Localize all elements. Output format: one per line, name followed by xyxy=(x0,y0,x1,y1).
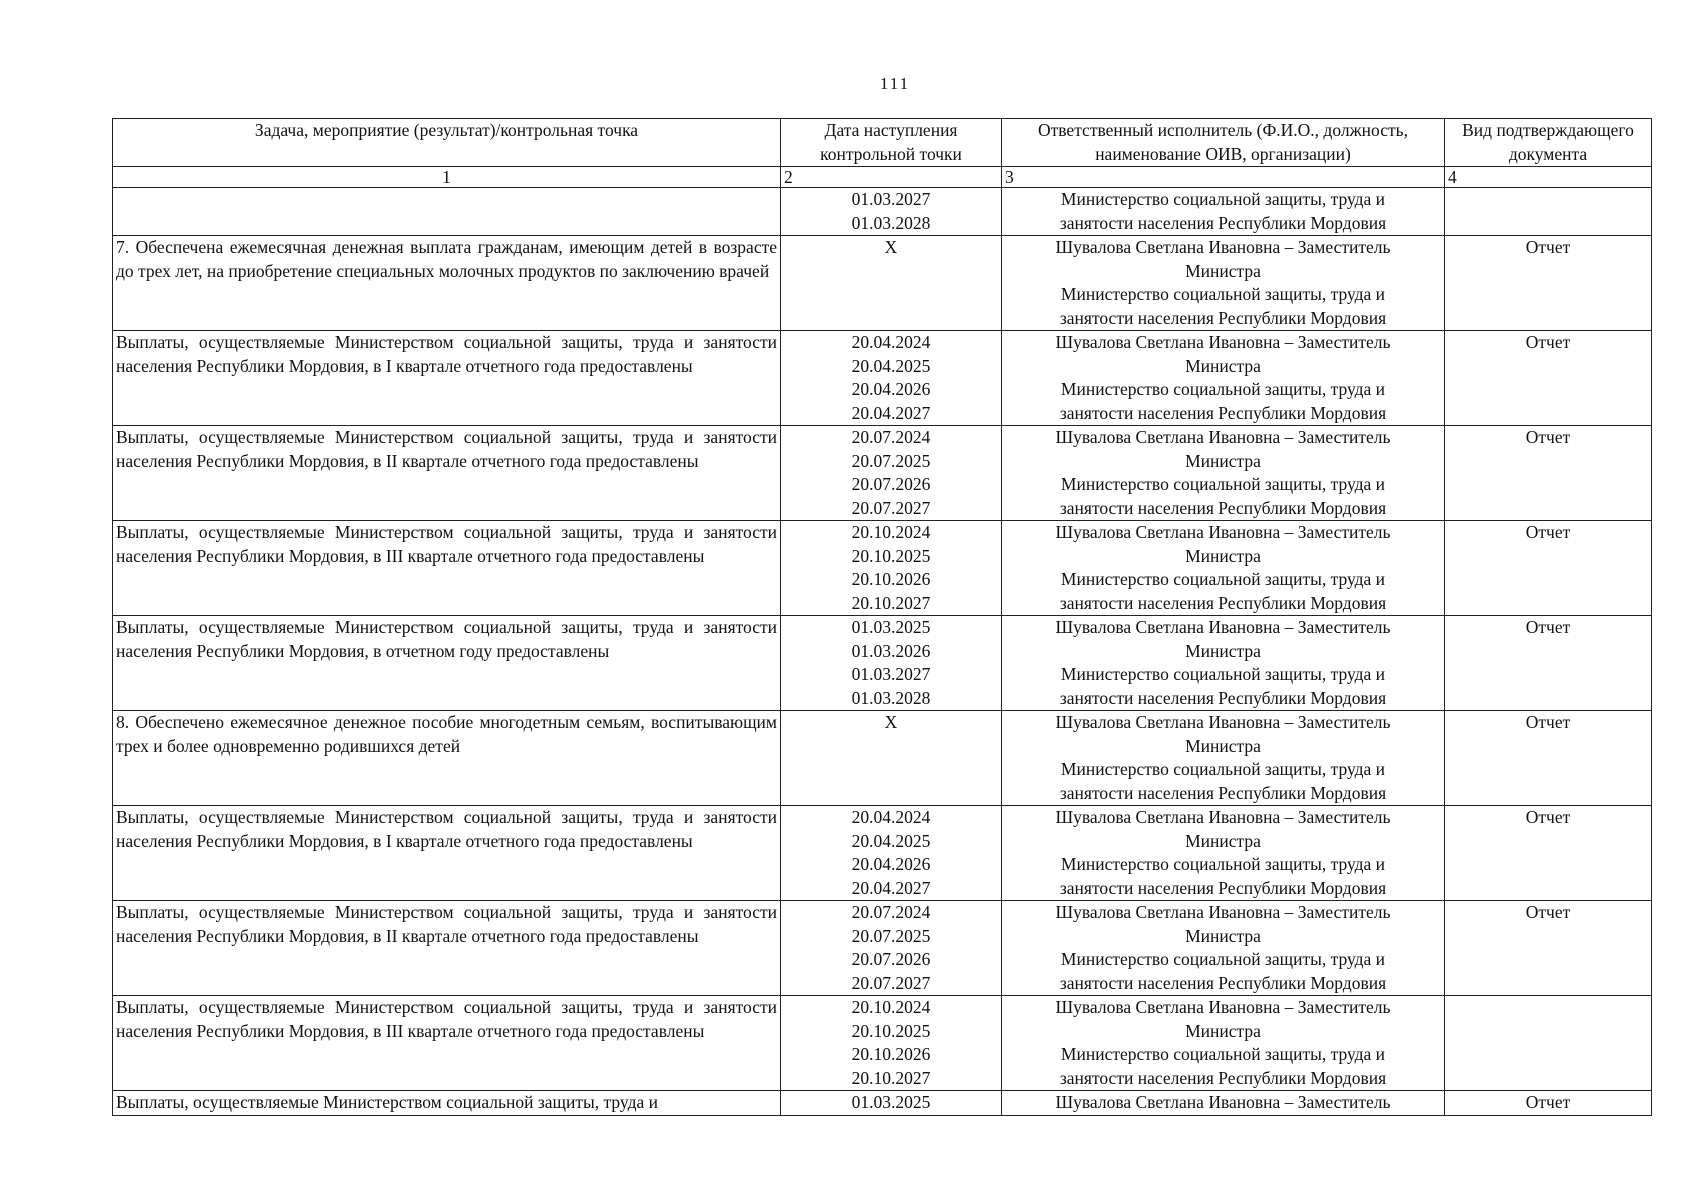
executor-line: Шувалова Светлана Ивановна – Заместитель xyxy=(1055,807,1391,827)
control-date: 20.10.2026 xyxy=(851,1044,931,1064)
executor-line: Министерство социальной защиты, труда и xyxy=(1060,284,1386,304)
executor-line: Министерство социальной защиты, труда и xyxy=(1060,1044,1386,1064)
control-date: 20.07.2025 xyxy=(851,925,931,946)
executor-line: Министерство социальной защиты, труда и xyxy=(1060,189,1386,209)
control-date: 20.04.2027 xyxy=(851,402,931,423)
header-document: Вид подтверждающего документа xyxy=(1445,119,1652,167)
executor-line: Шувалова Светлана Ивановна – Заместитель xyxy=(1055,522,1391,542)
document-type-cell: Отчет xyxy=(1445,426,1652,521)
header-task: Задача, мероприятие (результат)/контрольная точка xyxy=(113,119,781,167)
control-date: 20.10.2024 xyxy=(851,997,931,1017)
task-cell: 8. Обеспечено ежемесячное денежное пособие многодетным семьям, воспитывающим трех и более одновременно родившихся детей xyxy=(113,711,781,806)
executor-line: Шувалова Светлана Ивановна – Заместитель xyxy=(1055,1092,1391,1112)
column-number: 4 xyxy=(1445,167,1652,188)
task-cell: Выплаты, осуществляемые Министерством социальной защиты, труда и занятости населения Республики Мордовия, в II квартале отчетного года предоставлены xyxy=(113,901,781,996)
control-date: 20.07.2024 xyxy=(851,427,931,447)
control-date: X xyxy=(884,712,898,732)
control-date: 20.10.2025 xyxy=(851,1020,931,1041)
executor-cell xyxy=(1002,996,1445,1091)
table-row xyxy=(113,188,1652,236)
date-cell xyxy=(781,188,1002,236)
control-date: X xyxy=(884,237,898,257)
executor-cell xyxy=(1002,1091,1445,1116)
table-header-row xyxy=(113,119,1652,167)
date-cell xyxy=(781,331,1002,426)
executor-line: занятости населения Республики Мордовия xyxy=(1059,1067,1387,1088)
control-date: 20.07.2027 xyxy=(851,497,931,518)
date-cell xyxy=(781,616,1002,711)
executor-line: Министра xyxy=(1185,925,1261,946)
executor-line: Министра xyxy=(1185,450,1261,471)
table-row xyxy=(113,996,1652,1091)
date-cell xyxy=(781,996,1002,1091)
date-cell xyxy=(781,236,1002,331)
executor-line: занятости населения Республики Мордовия xyxy=(1059,877,1387,898)
executor-line: занятости населения Республики Мордовия xyxy=(1059,307,1387,328)
control-date: 20.07.2026 xyxy=(851,474,931,494)
executor-line: занятости населения Республики Мордовия xyxy=(1059,212,1387,233)
table-row xyxy=(113,616,1652,711)
task-cell: 7. Обеспечена ежемесячная денежная выплата гражданам, имеющим детей в возрасте до трех лет, на приобретение специальных молочных продуктов по заключению врачей xyxy=(113,236,781,331)
executor-line: занятости населения Республики Мордовия xyxy=(1059,972,1387,993)
control-date: 20.04.2024 xyxy=(851,807,931,827)
control-date: 20.04.2025 xyxy=(851,830,931,851)
executor-line: Министерство социальной защиты, труда и xyxy=(1060,379,1386,399)
control-date: 20.10.2026 xyxy=(851,569,931,589)
executor-line: занятости населения Республики Мордовия xyxy=(1059,402,1387,423)
control-date: 20.07.2026 xyxy=(851,949,931,969)
column-number: 3 xyxy=(1002,167,1445,188)
document-type-cell: Отчет xyxy=(1445,521,1652,616)
task-cell: Выплаты, осуществляемые Министерством социальной защиты, труда и занятости населения Республики Мордовия, в III квартале отчетного года предоставлены xyxy=(113,521,781,616)
executor-line: Шувалова Светлана Ивановна – Заместитель xyxy=(1055,237,1391,257)
executor-line: Министра xyxy=(1185,735,1261,756)
document-type-cell: Отчет xyxy=(1445,901,1652,996)
executor-cell xyxy=(1002,188,1445,236)
executor-line: Министра xyxy=(1185,1020,1261,1041)
control-date: 20.10.2024 xyxy=(851,522,931,542)
control-date: 01.03.2025 xyxy=(851,617,931,637)
control-date: 20.07.2024 xyxy=(851,902,931,922)
executor-line: Шувалова Светлана Ивановна – Заместитель xyxy=(1055,332,1391,352)
control-points-table xyxy=(112,118,1652,1116)
executor-line: Министра xyxy=(1185,830,1261,851)
executor-line: Министерство социальной защиты, труда и xyxy=(1060,759,1386,779)
executor-line: занятости населения Республики Мордовия xyxy=(1059,592,1387,613)
executor-cell xyxy=(1002,426,1445,521)
task-cell: Выплаты, осуществляемые Министерством социальной защиты, труда и xyxy=(113,1091,781,1116)
page-number: 111 xyxy=(879,74,911,93)
control-date: 20.04.2026 xyxy=(851,379,931,399)
table-row xyxy=(113,711,1652,806)
document-type-cell xyxy=(1445,996,1652,1091)
control-date: 20.10.2025 xyxy=(851,545,931,566)
executor-line: Министра xyxy=(1185,640,1261,661)
control-date: 01.03.2027 xyxy=(851,189,931,209)
table-row xyxy=(113,806,1652,901)
header-executor: Ответственный исполнитель (Ф.И.О., должность, наименование ОИВ, организации) xyxy=(1002,119,1445,167)
executor-line: занятости населения Республики Мордовия xyxy=(1059,687,1387,708)
control-date: 20.07.2025 xyxy=(851,450,931,471)
document-type-cell: Отчет xyxy=(1445,711,1652,806)
control-date: 20.04.2025 xyxy=(851,355,931,376)
executor-line: Министра xyxy=(1185,545,1261,566)
task-cell: Выплаты, осуществляемые Министерством социальной защиты, труда и занятости населения Республики Мордовия, в отчетном году предоставлены xyxy=(113,616,781,711)
date-cell xyxy=(781,426,1002,521)
document-type-cell: Отчет xyxy=(1445,236,1652,331)
date-cell xyxy=(781,901,1002,996)
task-cell: Выплаты, осуществляемые Министерством социальной защиты, труда и занятости населения Республики Мордовия, в III квартале отчетного года предоставлены xyxy=(113,996,781,1091)
executor-line: занятости населения Республики Мордовия xyxy=(1059,497,1387,518)
executor-cell xyxy=(1002,711,1445,806)
control-date: 20.04.2026 xyxy=(851,854,931,874)
executor-line: Министерство социальной защиты, труда и xyxy=(1060,949,1386,969)
control-date: 01.03.2028 xyxy=(851,212,931,233)
document-type-cell xyxy=(1445,188,1652,236)
document-type-cell: Отчет xyxy=(1445,331,1652,426)
date-cell xyxy=(781,1091,1002,1116)
executor-cell xyxy=(1002,521,1445,616)
control-date: 01.03.2027 xyxy=(851,664,931,684)
executor-line: Министра xyxy=(1185,355,1261,376)
executor-cell xyxy=(1002,331,1445,426)
executor-cell xyxy=(1002,616,1445,711)
executor-line: Шувалова Светлана Ивановна – Заместитель xyxy=(1055,902,1391,922)
control-date: 20.07.2027 xyxy=(851,972,931,993)
table-column-numbers-row xyxy=(113,167,1652,188)
executor-line: Министра xyxy=(1185,260,1261,281)
control-date: 01.03.2026 xyxy=(851,640,931,661)
date-cell xyxy=(781,806,1002,901)
column-number: 2 xyxy=(781,167,1002,188)
task-cell: Выплаты, осуществляемые Министерством социальной защиты, труда и занятости населения Республики Мордовия, в I квартале отчетного года предоставлены xyxy=(113,331,781,426)
date-cell xyxy=(781,521,1002,616)
executor-line: занятости населения Республики Мордовия xyxy=(1059,782,1387,803)
table-row xyxy=(113,236,1652,331)
document-type-cell: Отчет xyxy=(1445,616,1652,711)
control-date: 20.10.2027 xyxy=(851,592,931,613)
date-cell xyxy=(781,711,1002,806)
document-type-cell: Отчет xyxy=(1445,806,1652,901)
executor-cell xyxy=(1002,901,1445,996)
control-date: 01.03.2028 xyxy=(851,687,931,708)
executor-line: Министерство социальной защиты, труда и xyxy=(1060,854,1386,874)
header-date: Дата наступления контрольной точки xyxy=(781,119,1002,167)
table-row xyxy=(113,521,1652,616)
executor-line: Шувалова Светлана Ивановна – Заместитель xyxy=(1055,997,1391,1017)
control-date: 20.04.2027 xyxy=(851,877,931,898)
executor-line: Министерство социальной защиты, труда и xyxy=(1060,474,1386,494)
executor-line: Министерство социальной защиты, труда и xyxy=(1060,569,1386,589)
table-row xyxy=(113,1091,1652,1116)
control-date: 20.10.2027 xyxy=(851,1067,931,1088)
table-row xyxy=(113,901,1652,996)
task-cell: Выплаты, осуществляемые Министерством социальной защиты, труда и занятости населения Республики Мордовия, в I квартале отчетного года предоставлены xyxy=(113,806,781,901)
executor-line: Министерство социальной защиты, труда и xyxy=(1060,664,1386,684)
control-date: 01.03.2025 xyxy=(851,1092,931,1112)
table-row xyxy=(113,331,1652,426)
executor-line: Шувалова Светлана Ивановна – Заместитель xyxy=(1055,712,1391,732)
column-number: 1 xyxy=(113,167,781,188)
executor-line: Шувалова Светлана Ивановна – Заместитель xyxy=(1055,427,1391,447)
control-date: 20.04.2024 xyxy=(851,332,931,352)
executor-line: Шувалова Светлана Ивановна – Заместитель xyxy=(1055,617,1391,637)
task-cell xyxy=(113,188,781,236)
executor-cell xyxy=(1002,806,1445,901)
document-type-cell: Отчет xyxy=(1445,1091,1652,1116)
executor-cell xyxy=(1002,236,1445,331)
task-cell: Выплаты, осуществляемые Министерством социальной защиты, труда и занятости населения Республики Мордовия, в II квартале отчетного года предоставлены xyxy=(113,426,781,521)
table-row xyxy=(113,426,1652,521)
